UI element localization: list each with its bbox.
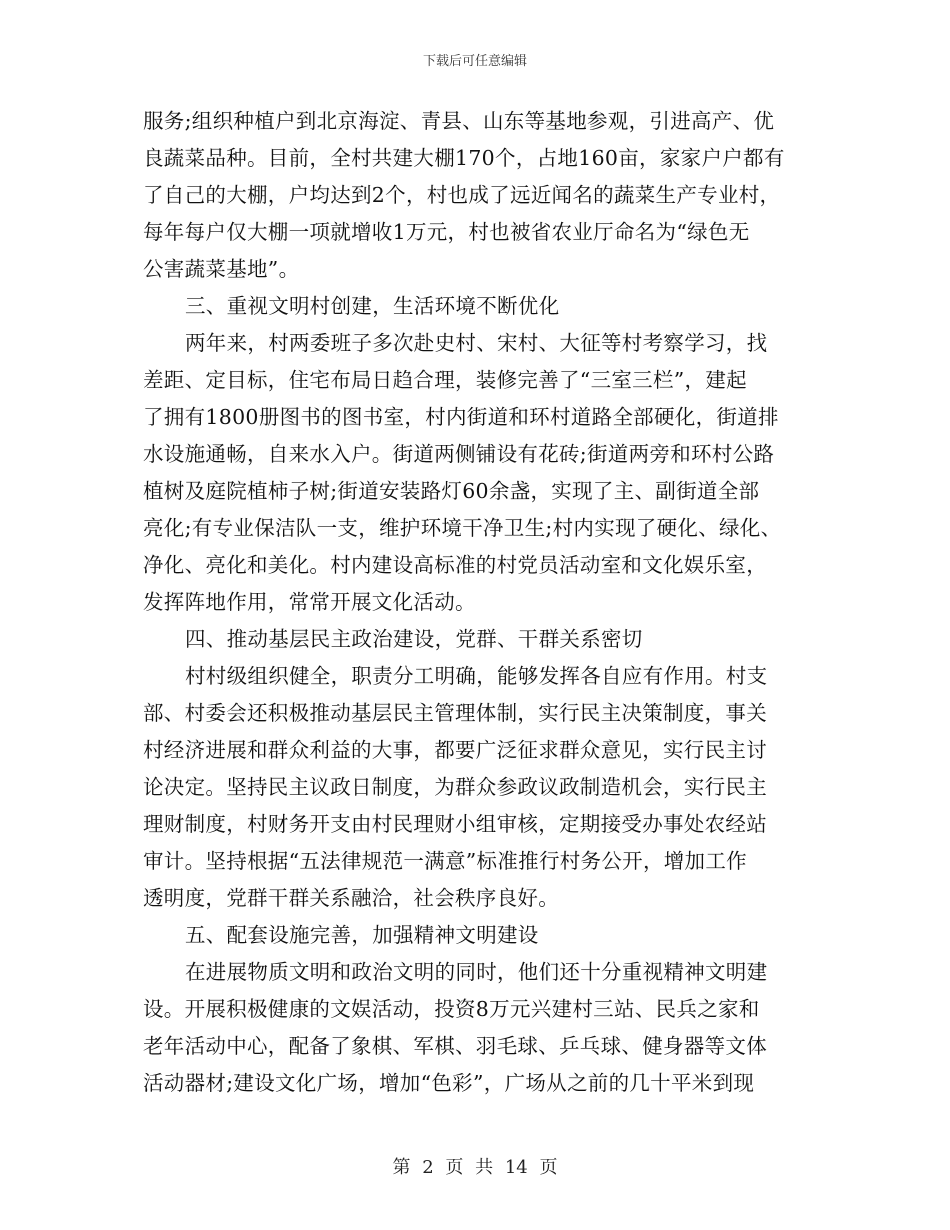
paragraph-line: 发挥阵地作用，常常开展文化活动。	[143, 590, 476, 614]
paragraph-line: 审计。坚持根据“五法律规范一满意”标准推行村务公开，增加工作	[143, 849, 747, 873]
paragraph-line: 每年每户仅大棚一项就增收1万元，村也被省农业厅命名为“绿色无	[143, 220, 750, 244]
paragraph-line: 设。开展积极健康的文娱活动，投资8万元兴建村三站、民兵之家和	[143, 997, 760, 1021]
paragraph-line: 活动器材;建设文化广场，增加“色彩”，广场从之前的几十平米到现	[143, 1071, 755, 1095]
paragraph-line: 水设施通畅，自来水入户。街道两侧铺设有花砖;街道两旁和环村公路	[143, 442, 775, 466]
paragraph-line: 差距、定目标，住宅布局日趋合理，装修完善了“三室三栏”，建起	[143, 368, 747, 392]
paragraph-first-line: 在进展物质文明和政治文明的同时，他们还十分重视精神文明建	[185, 960, 768, 984]
paragraph-line: 公害蔬菜基地”。	[143, 257, 300, 281]
paragraph-first-line: 三、重视文明村创建，生活环境不断优化	[185, 294, 560, 318]
paragraph-line: 部、村委会还积极推动基层民主管理体制，实行民主决策制度，事关	[143, 701, 767, 725]
paragraph-first-line: 村村级组织健全，职责分工明确，能够发挥各自应有作用。村支	[185, 664, 768, 688]
paragraph-line: 论决定。坚持民主议政日制度，为群众参政议政制造机会，实行民主	[143, 775, 767, 799]
paragraph-line: 良蔬菜品种。目前，全村共建大棚170个，占地160亩，家家户户都有	[143, 146, 785, 170]
page-footer-page-number: 第 2 页 共 14 页	[392, 1157, 558, 1178]
paragraph-line: 植树及庭院植柿子树;街道安装路灯60余盏，实现了主、副街道全部	[143, 479, 760, 503]
paragraph-first-line: 五、配套设施完善，加强精神文明建设	[185, 923, 539, 947]
paragraph-line: 老年活动中心，配备了象棋、军棋、羽毛球、乒乓球、健身器等文体	[143, 1034, 767, 1058]
paragraph-line: 村经济进展和群众利益的大事，都要广泛征求群众意见，实行民主讨	[143, 738, 767, 762]
paragraph-line: 透明度，党群干群关系融洽，社会秩序良好。	[143, 886, 559, 910]
paragraph-line: 亮化;有专业保洁队一支，维护环境干净卫生;村内实现了硬化、绿化、	[143, 516, 782, 540]
paragraph-line: 服务;组织种植户到北京海淀、青县、山东等基地参观，引进高产、优	[143, 109, 775, 133]
paragraph-line: 净化、亮化和美化。村内建设高标准的村党员活动室和文化娱乐室，	[143, 553, 767, 577]
page-header-note: 下载后可任意编辑	[422, 54, 527, 69]
paragraph-first-line: 两年来，村两委班子多次赴史村、宋村、大征等村考察学习，找	[185, 331, 768, 355]
paragraph-line: 了自己的大棚，户均达到2个，村也成了远近闻名的蔬菜生产专业村，	[143, 183, 781, 207]
paragraph-line: 理财制度，村财务开支由村民理财小组审核，定期接受办事处农经站	[143, 812, 767, 836]
paragraph-first-line: 四、推动基层民主政治建设，党群、干群关系密切	[185, 627, 643, 651]
document-body	[143, 103, 809, 1102]
paragraph-line: 了拥有1800册图书的图书室，村内街道和环村道路全部硬化，街道排	[143, 405, 779, 429]
